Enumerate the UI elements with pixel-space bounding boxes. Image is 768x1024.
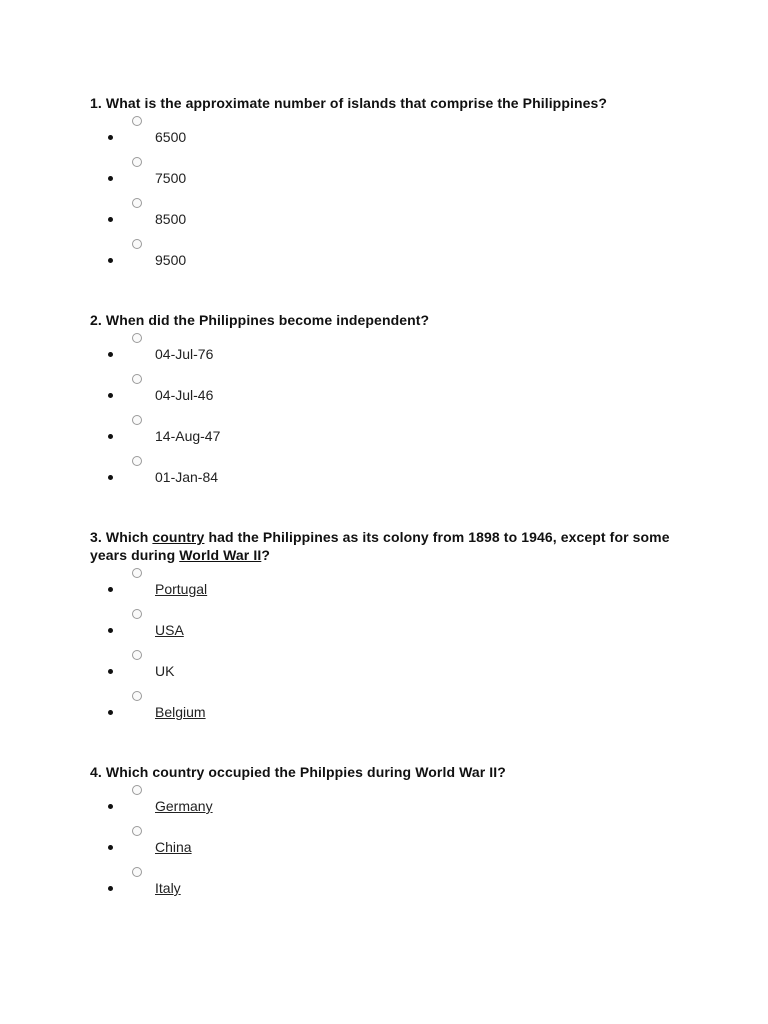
option-label-link[interactable]: China — [155, 839, 192, 855]
radio-button[interactable] — [132, 198, 142, 208]
question-number: 3. — [90, 529, 102, 545]
bullet-icon — [108, 669, 113, 674]
question-text: Which country occupied the Philppies during World War II? — [105, 764, 506, 780]
bullet-icon — [108, 886, 113, 891]
option-label-link[interactable]: Germany — [155, 798, 213, 814]
radio-button[interactable] — [132, 333, 142, 343]
bullet-icon — [108, 176, 113, 181]
bullet-icon — [108, 804, 113, 809]
option-14-aug-47[interactable] — [90, 415, 690, 456]
question-1-title — [90, 94, 690, 112]
option-8500[interactable] — [90, 198, 690, 239]
bullet-icon — [108, 628, 113, 633]
question-text-part-3: ? — [261, 547, 270, 563]
option-germany[interactable] — [90, 785, 690, 826]
radio-button[interactable] — [132, 785, 142, 795]
question-2-options — [90, 333, 690, 497]
option-label: 04-Jul-76 — [155, 346, 214, 362]
option-label: 6500 — [155, 129, 187, 145]
radio-button[interactable] — [132, 826, 142, 836]
bullet-icon — [108, 352, 113, 357]
option-04-jul-76[interactable] — [90, 333, 690, 374]
radio-button[interactable] — [132, 456, 142, 466]
radio-button[interactable] — [132, 116, 142, 126]
option-label-link[interactable]: Belgium — [155, 704, 206, 720]
question-number: 2. — [90, 312, 102, 328]
radio-button[interactable] — [132, 415, 142, 425]
option-9500[interactable] — [90, 239, 690, 280]
question-3-options — [90, 568, 690, 732]
question-number: 4. — [90, 764, 102, 780]
question-number: 1. — [90, 95, 102, 111]
world-war-ii-link[interactable]: World War II — [179, 547, 262, 563]
option-italy[interactable] — [90, 867, 690, 908]
option-label-link[interactable]: Portugal — [155, 581, 208, 597]
radio-button[interactable] — [132, 867, 142, 877]
option-7500[interactable] — [90, 157, 690, 198]
question-text: When did the Philippines become independent? — [105, 312, 430, 328]
question-text: What is the approximate number of islands that comprise the Philippines? — [105, 95, 608, 111]
radio-button[interactable] — [132, 239, 142, 249]
option-label: 01-Jan-84 — [155, 469, 219, 485]
option-label: 04-Jul-46 — [155, 387, 214, 403]
option-01-jan-84[interactable] — [90, 456, 690, 497]
question-2 — [90, 311, 690, 497]
country-link[interactable]: country — [152, 529, 205, 545]
radio-button[interactable] — [132, 374, 142, 384]
radio-button[interactable] — [132, 568, 142, 578]
option-label: 7500 — [155, 170, 187, 186]
question-1-options — [90, 116, 690, 280]
option-6500[interactable] — [90, 116, 690, 157]
bullet-icon — [108, 710, 113, 715]
question-1 — [90, 94, 690, 280]
radio-button[interactable] — [132, 650, 142, 660]
question-4-options — [90, 785, 690, 908]
option-label: 14-Aug-47 — [155, 428, 221, 444]
bullet-icon — [108, 217, 113, 222]
option-label: UK — [155, 663, 175, 679]
option-label-link[interactable]: Italy — [155, 880, 181, 896]
bullet-icon — [108, 393, 113, 398]
question-2-title — [90, 311, 690, 329]
option-label: 8500 — [155, 211, 187, 227]
radio-button[interactable] — [132, 609, 142, 619]
option-04-jul-46[interactable] — [90, 374, 690, 415]
option-portugal[interactable] — [90, 568, 690, 609]
option-label-link[interactable]: USA — [155, 622, 184, 638]
bullet-icon — [108, 587, 113, 592]
question-3 — [90, 528, 690, 732]
bullet-icon — [108, 845, 113, 850]
option-label: 9500 — [155, 252, 187, 268]
question-text-part-2: had the Philippines as its colony from 1898 to 1946, except for some years during — [90, 529, 670, 563]
option-belgium[interactable] — [90, 691, 690, 732]
option-china[interactable] — [90, 826, 690, 867]
bullet-icon — [108, 434, 113, 439]
question-4-title — [90, 763, 690, 781]
option-uk[interactable] — [90, 650, 690, 691]
radio-button[interactable] — [132, 157, 142, 167]
bullet-icon — [108, 135, 113, 140]
question-4 — [90, 763, 690, 908]
question-text-part-1: Which — [105, 529, 149, 545]
bullet-icon — [108, 258, 113, 263]
question-3-title — [90, 528, 690, 564]
option-usa[interactable] — [90, 609, 690, 650]
bullet-icon — [108, 475, 113, 480]
radio-button[interactable] — [132, 691, 142, 701]
